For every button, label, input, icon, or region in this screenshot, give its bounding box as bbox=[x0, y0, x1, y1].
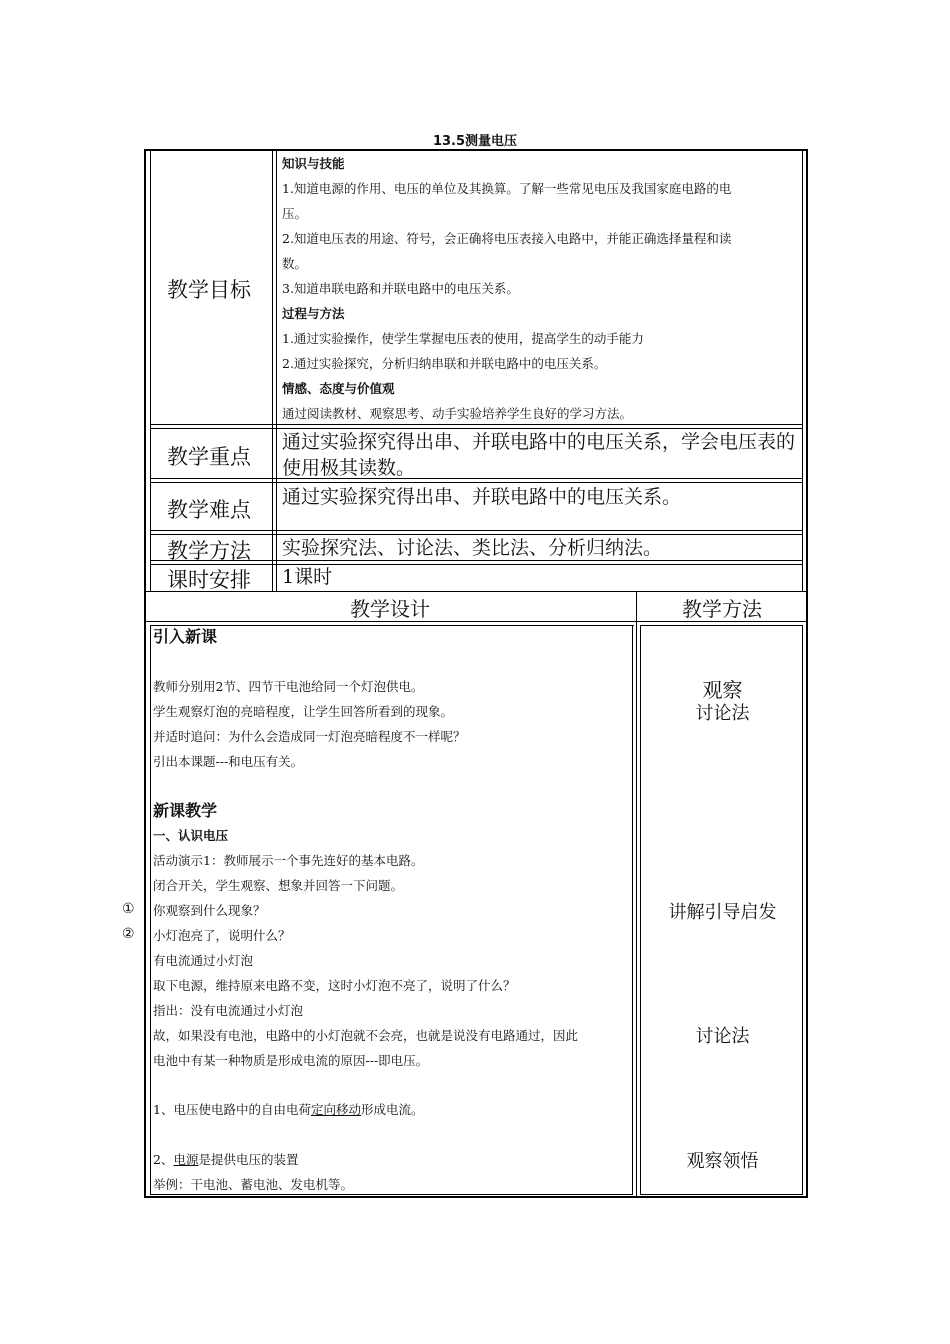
method-explain: 讲解引导启发 bbox=[668, 902, 777, 923]
lesson-line: 活动演示1：教师展示一个事先连好的基本电路。 bbox=[153, 853, 424, 868]
point-2: 2、电源是提供电压的装置 bbox=[153, 1152, 299, 1167]
key-points-text: 通过实验探究得出串、并联电路中的电压关系，学会电压表的使用极其读数。 bbox=[282, 431, 796, 479]
schedule-text: 1课时 bbox=[282, 566, 333, 588]
point-1: 1、电压使电路中的自由电荷定向移动形成电流。 bbox=[153, 1102, 424, 1117]
header-divider-inner bbox=[640, 625, 803, 626]
section-heading: 一、认识电压 bbox=[153, 828, 229, 843]
intro-line: 引出本课题---和电压有关。 bbox=[153, 754, 304, 769]
design-right-border bbox=[632, 625, 633, 1194]
method-discuss-2: 讨论法 bbox=[695, 1026, 750, 1047]
goal-line: 数。 bbox=[282, 256, 308, 271]
goal-line: 3.知道串联电路和并联电路中的电压关系。 bbox=[282, 281, 519, 296]
schedule-label: 课时安排 bbox=[167, 568, 251, 592]
design-column-divider bbox=[636, 591, 637, 1196]
circle-marker-1: ① bbox=[122, 901, 135, 917]
lesson-line: 小灯泡亮了，说明什么？ bbox=[153, 928, 291, 943]
difficulty-label: 教学难点 bbox=[167, 498, 251, 522]
intro-heading: 引入新课 bbox=[153, 627, 218, 646]
intro-lines bbox=[153, 674, 631, 774]
key-points-label: 教学重点 bbox=[167, 445, 251, 469]
row-divider-inner bbox=[150, 482, 803, 483]
lesson-line: 闭合开关，学生观察、想象并回答一下问题。 bbox=[153, 878, 404, 893]
design-header: 教学设计 bbox=[350, 597, 430, 621]
design-left-border bbox=[150, 625, 151, 1194]
goal-line: 1.知道电源的作用、电压的单位及其换算。了解一些常见电压及我国家庭电路的电 bbox=[282, 181, 732, 196]
circle-marker-2: ② bbox=[122, 926, 135, 942]
page-title: 13.5测量电压 bbox=[432, 134, 518, 149]
goal-line: 2.知道电压表的用途、符号，会正确将电压表接入电路中，并能正确选择量程和读 bbox=[282, 231, 732, 246]
goal-section-heading: 过程与方法 bbox=[282, 306, 345, 321]
intro-line: 并适时追问：为什么会造成同一灯泡亮暗程度不一样呢？ bbox=[153, 729, 466, 744]
difficulty-text: 通过实验探究得出串、并联电路中的电压关系。 bbox=[282, 486, 682, 508]
intro-line: 教师分别用2节、四节干电池给同一个灯泡供电。 bbox=[153, 679, 424, 694]
lesson-line: 取下电源，维持原来电路不变，这时小灯泡不亮了，说明了什么？ bbox=[153, 978, 516, 993]
method-observe: 观察 bbox=[702, 678, 743, 702]
method-header: 教学方法 bbox=[682, 597, 762, 621]
goal-line: 2.通过实验探究，分析归纳串联和并联电路中的电压关系。 bbox=[282, 356, 607, 371]
goal-line: 通过阅读教材、观察思考、动手实验培养学生良好的学习方法。 bbox=[282, 406, 633, 421]
right-inner-border bbox=[802, 151, 803, 591]
column-divider-inner bbox=[276, 151, 277, 591]
goal-section-heading: 知识与技能 bbox=[282, 156, 345, 171]
lesson-line: 有电流通过小灯泡 bbox=[153, 953, 254, 968]
lesson-line: 电池中有某一种物质是形成电流的原因---即电压。 bbox=[153, 1053, 429, 1068]
goals-label: 教学目标 bbox=[167, 278, 251, 302]
goals-content bbox=[282, 151, 802, 426]
lesson-line: 你观察到什么现象？ bbox=[153, 903, 266, 918]
goal-line: 1.通过实验操作，使学生掌握电压表的使用，提高学生的动手能力 bbox=[282, 331, 644, 346]
method-discuss: 讨论法 bbox=[695, 703, 750, 724]
new-lesson-heading: 新课教学 bbox=[153, 801, 218, 820]
row-divider bbox=[150, 530, 803, 531]
methods-text: 实验探究法、讨论法、类比法、分析归纳法。 bbox=[282, 537, 663, 559]
lesson-lines bbox=[153, 848, 631, 1073]
lesson-line: 故，如果没有电池，电路中的小灯泡就不会亮，也就是说没有电路通过，因此 bbox=[153, 1028, 579, 1043]
methods-label: 教学方法 bbox=[167, 539, 251, 563]
example-line: 举例：干电池、蓄电池、发电机等。 bbox=[153, 1177, 354, 1192]
goal-line: 压。 bbox=[282, 206, 308, 221]
method-observe-understand: 观察领悟 bbox=[686, 1151, 759, 1172]
left-inner-border bbox=[150, 151, 151, 591]
column-divider bbox=[272, 151, 273, 591]
lesson-line: 指出：没有电流通过小灯泡 bbox=[153, 1003, 304, 1018]
goal-section-heading: 情感、态度与价值观 bbox=[282, 381, 395, 396]
intro-line: 学生观察灯泡的亮暗程度，让学生回答所看到的现象。 bbox=[153, 704, 454, 719]
method-bottom bbox=[640, 1194, 803, 1195]
